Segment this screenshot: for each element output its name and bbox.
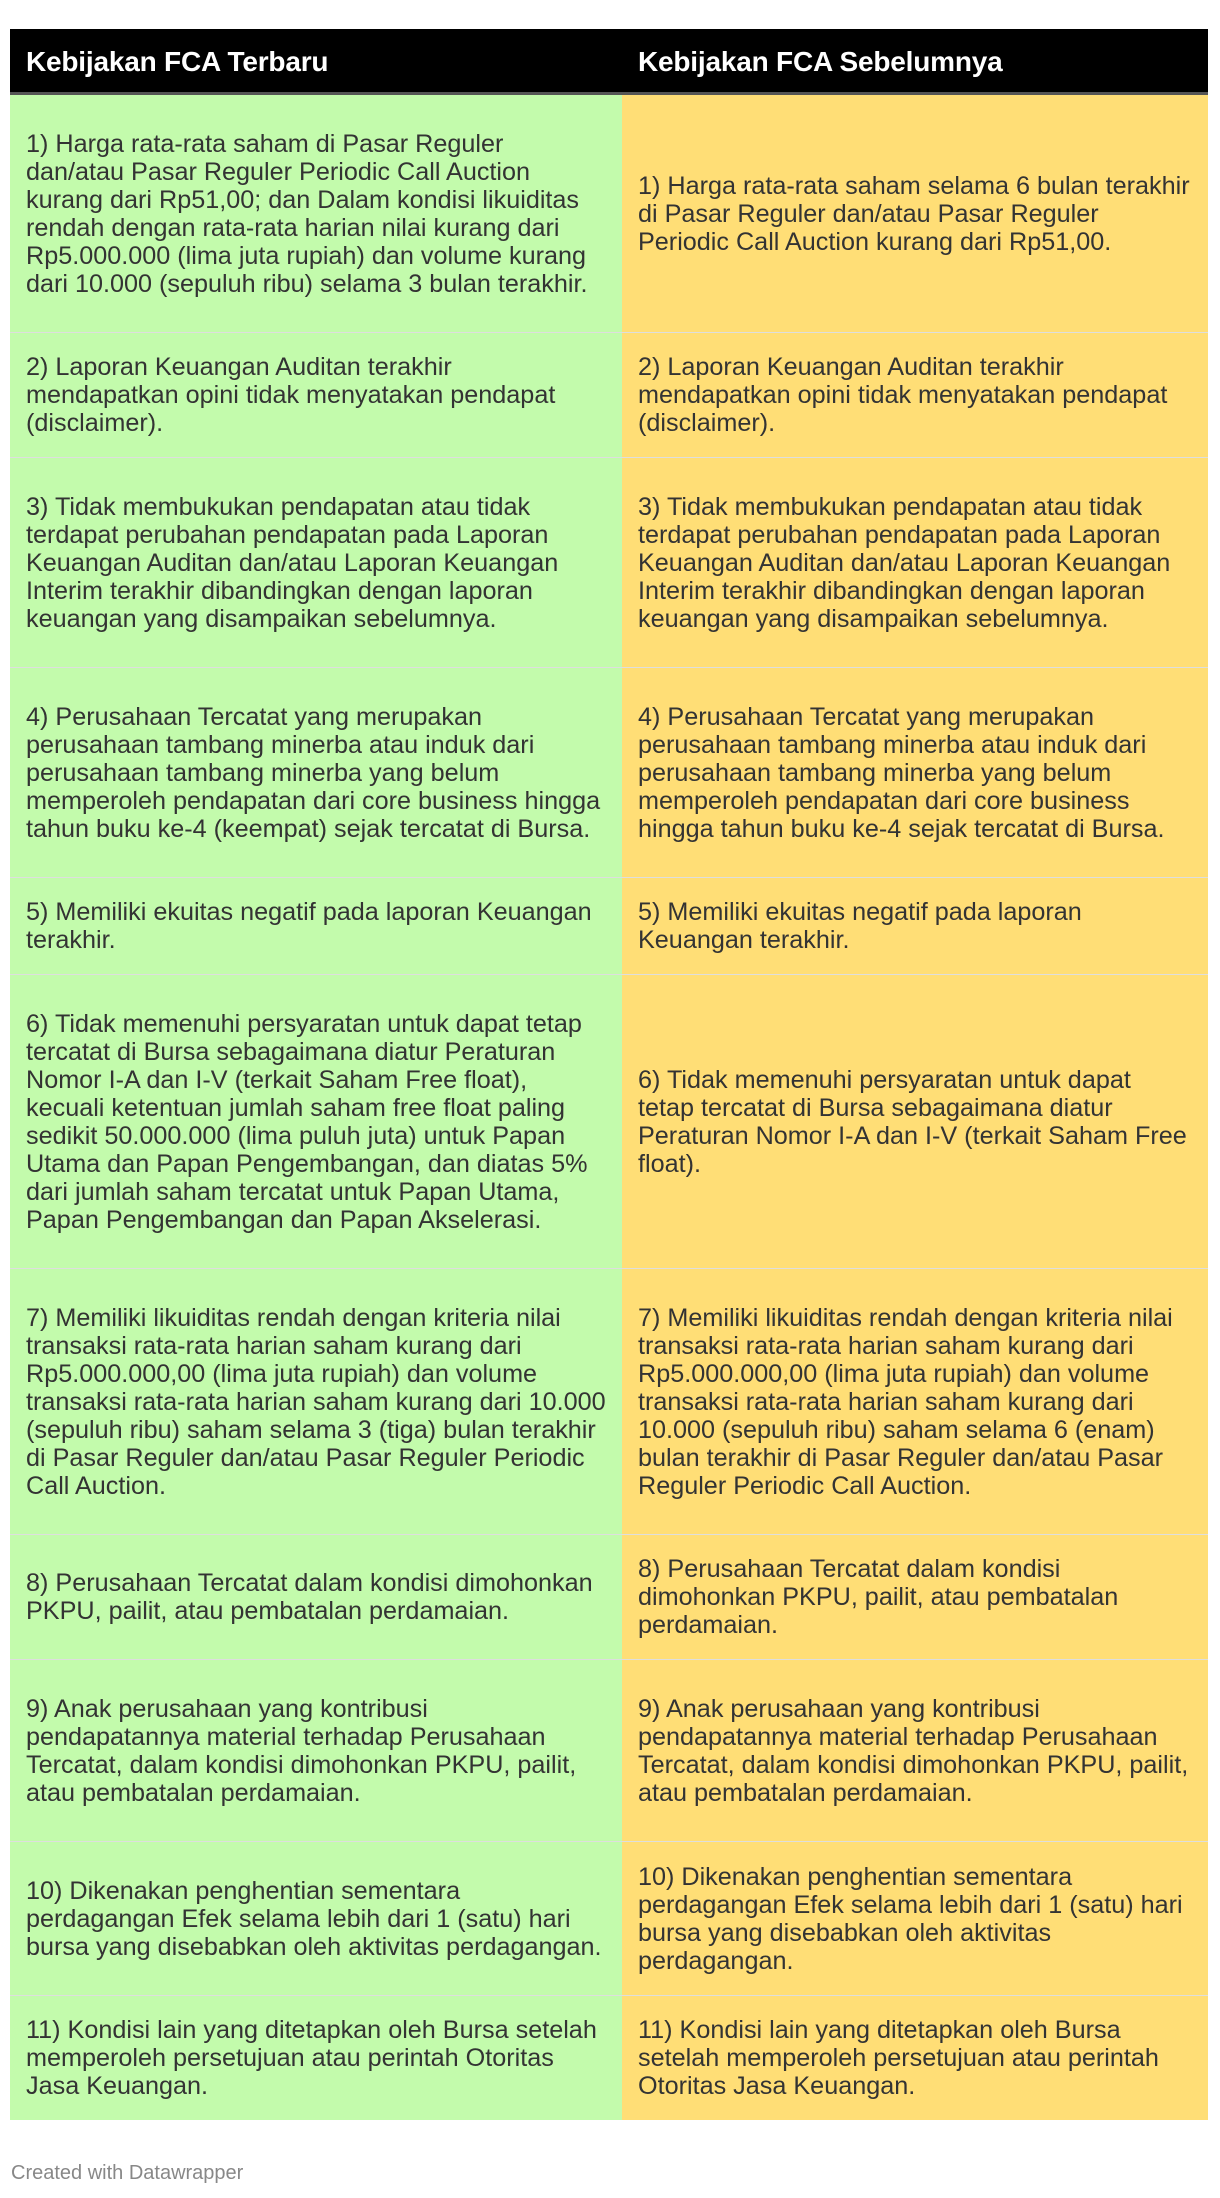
cell-text: 9) Anak perusahaan yang kontribusi pendapatannya material terhadap Perusahaan Tercatat, dalam kondisi dimohonkan PKPU, pailit, atau pembatalan perdamaian.	[638, 1694, 1189, 1807]
table-row	[10, 1659, 1208, 1841]
cell-sebelumnya	[622, 1996, 1208, 2120]
cell-text: 11) Kondisi lain yang ditetapkan oleh Bursa setelah memperoleh persetujuan atau perintah Otoritas Jasa Keuangan.	[638, 2016, 1159, 2100]
cell-terbaru	[10, 1660, 622, 1841]
cell-text: 1) Harga rata-rata saham di Pasar Reguler dan/atau Pasar Reguler Periodic Call Auction kurang dari Rp51,00; dan Dalam kondisi likuiditas rendah dengan rata-rata harian nilai kurang dari Rp5.000.000 (lima juta rupiah) dan volume kurang dari 10.000 (sepuluh ribu) selama 3 bulan terakhir.	[26, 129, 588, 298]
table-row	[10, 974, 1208, 1268]
table-row	[10, 332, 1208, 457]
cell-text: 6) Tidak memenuhi persyaratan untuk dapat tetap tercatat di Bursa sebagaimana diatur Peraturan Nomor I-A dan I-V (terkait Saham Free float).	[638, 1065, 1187, 1178]
cell-sebelumnya	[622, 458, 1208, 667]
cell-terbaru	[10, 333, 622, 457]
cell-text: 3) Tidak membukukan pendapatan atau tidak terdapat perubahan pendapatan pada Laporan Keuangan Auditan dan/atau Laporan Keuangan Interim terakhir dibandingkan dengan laporan keuangan yang disampaikan sebelumnya.	[26, 492, 559, 633]
table-row	[10, 1995, 1208, 2120]
table-row	[10, 667, 1208, 877]
cell-terbaru	[10, 458, 622, 667]
cell-sebelumnya	[622, 95, 1208, 332]
cell-sebelumnya	[622, 668, 1208, 877]
header-terbaru: Kebijakan FCA Terbaru	[26, 46, 329, 77]
cell-text: 7) Memiliki likuiditas rendah dengan kriteria nilai transaksi rata-rata harian saham kurang dari Rp5.000.000,00 (lima juta rupiah) dan volume transaksi rata-rata harian saham kurang dari 10.000 (sepuluh ribu) saham selama 3 (tiga) bulan terakhir di Pasar Reguler dan/atau Pasar Reguler Periodic Call Auction.	[26, 1303, 606, 1500]
cell-text: 3) Tidak membukukan pendapatan atau tidak terdapat perubahan pendapatan pada Laporan Keuangan Auditan dan/atau Laporan Keuangan Interim terakhir dibandingkan dengan laporan keuangan yang disampaikan sebelumnya.	[638, 492, 1171, 633]
table-row	[10, 1841, 1208, 1995]
table-row	[10, 95, 1208, 332]
cell-text: 6) Tidak memenuhi persyaratan untuk dapat tetap tercatat di Bursa sebagaimana diatur Peraturan Nomor I-A dan I-V (terkait Saham Free float), kecuali ketentuan jumlah saham free float paling sedikit 50.000.000 (lima puluh juta) untuk Papan Utama dan Papan Pengembangan, dan diatas 5% dari jumlah saham tercatat untuk Papan Utama, Papan Pengembangan dan Papan Akselerasi.	[26, 1009, 588, 1234]
cell-text: 4) Perusahaan Tercatat yang merupakan perusahaan tambang minerba atau induk dari perusahaan tambang minerba yang belum memperoleh pendapatan dari core business hingga tahun buku ke-4 (keempat) sejak tercatat di Bursa.	[26, 702, 601, 843]
cell-sebelumnya	[622, 878, 1208, 974]
cell-text: 4) Perusahaan Tercatat yang merupakan perusahaan tambang minerba atau induk dari perusahaan tambang minerba yang belum memperoleh pendapatan dari core business hingga tahun buku ke-4 sejak tercatat di Bursa.	[638, 702, 1165, 843]
cell-text: 1) Harga rata-rata saham selama 6 bulan terakhir di Pasar Reguler dan/atau Pasar Reguler Periodic Call Auction kurang dari Rp51,00.	[638, 171, 1190, 256]
cell-terbaru	[10, 95, 622, 332]
comparison-table	[10, 29, 1208, 2120]
cell-terbaru	[10, 1842, 622, 1995]
cell-terbaru	[10, 975, 622, 1268]
cell-text: 10) Dikenakan penghentian sementara perdagangan Efek selama lebih dari 1 (satu) hari bursa yang disebabkan oleh aktivitas perdagangan.	[26, 1876, 602, 1961]
cell-sebelumnya	[622, 1842, 1208, 1995]
cell-terbaru	[10, 1535, 622, 1659]
table-row	[10, 1268, 1208, 1534]
header-sebelumnya: Kebijakan FCA Sebelumnya	[638, 46, 1003, 77]
cell-sebelumnya	[622, 1660, 1208, 1841]
table-row	[10, 457, 1208, 667]
cell-text: 8) Perusahaan Tercatat dalam kondisi dimohonkan PKPU, pailit, atau pembatalan perdamaian.	[638, 1555, 1119, 1639]
cell-terbaru	[10, 878, 622, 974]
cell-terbaru	[10, 668, 622, 877]
cell-text: 8) Perusahaan Tercatat dalam kondisi dimohonkan PKPU, pailit, atau pembatalan perdamaian.	[26, 1569, 593, 1625]
cell-text: 5) Memiliki ekuitas negatif pada laporan Keuangan terakhir.	[26, 898, 592, 954]
table-header	[10, 29, 1208, 95]
cell-sebelumnya	[622, 333, 1208, 457]
table-row	[10, 1534, 1208, 1659]
cell-text: 5) Memiliki ekuitas negatif pada laporan Keuangan terakhir.	[638, 898, 1082, 954]
cell-text: 10) Dikenakan penghentian sementara perdagangan Efek selama lebih dari 1 (satu) hari bursa yang disebabkan oleh aktivitas perdagangan.	[638, 1862, 1183, 1975]
cell-terbaru	[10, 1996, 622, 2120]
table-row	[10, 877, 1208, 974]
cell-sebelumnya	[622, 1269, 1208, 1534]
cell-sebelumnya	[622, 975, 1208, 1268]
cell-text: 2) Laporan Keuangan Auditan terakhir mendapatkan opini tidak menyatakan pendapat (disclaimer).	[26, 353, 556, 437]
datawrapper-credit: Created with Datawrapper	[11, 2162, 244, 2184]
cell-sebelumnya	[622, 1535, 1208, 1659]
cell-terbaru	[10, 1269, 622, 1534]
cell-text: 7) Memiliki likuiditas rendah dengan kriteria nilai transaksi rata-rata harian saham kurang dari Rp5.000.000,00 (lima juta rupiah) dan volume transaksi rata-rata harian saham kurang dari 10.000 (sepuluh ribu) saham selama 6 (enam) bulan terakhir di Pasar Reguler dan/atau Pasar Reguler Periodic Call Auction.	[638, 1303, 1173, 1500]
cell-text: 11) Kondisi lain yang ditetapkan oleh Bursa setelah memperoleh persetujuan atau perintah Otoritas Jasa Keuangan.	[26, 2016, 597, 2100]
cell-text: 9) Anak perusahaan yang kontribusi pendapatannya material terhadap Perusahaan Tercatat, dalam kondisi dimohonkan PKPU, pailit, atau pembatalan perdamaian.	[26, 1694, 577, 1807]
cell-text: 2) Laporan Keuangan Auditan terakhir mendapatkan opini tidak menyatakan pendapat (disclaimer).	[638, 353, 1168, 437]
